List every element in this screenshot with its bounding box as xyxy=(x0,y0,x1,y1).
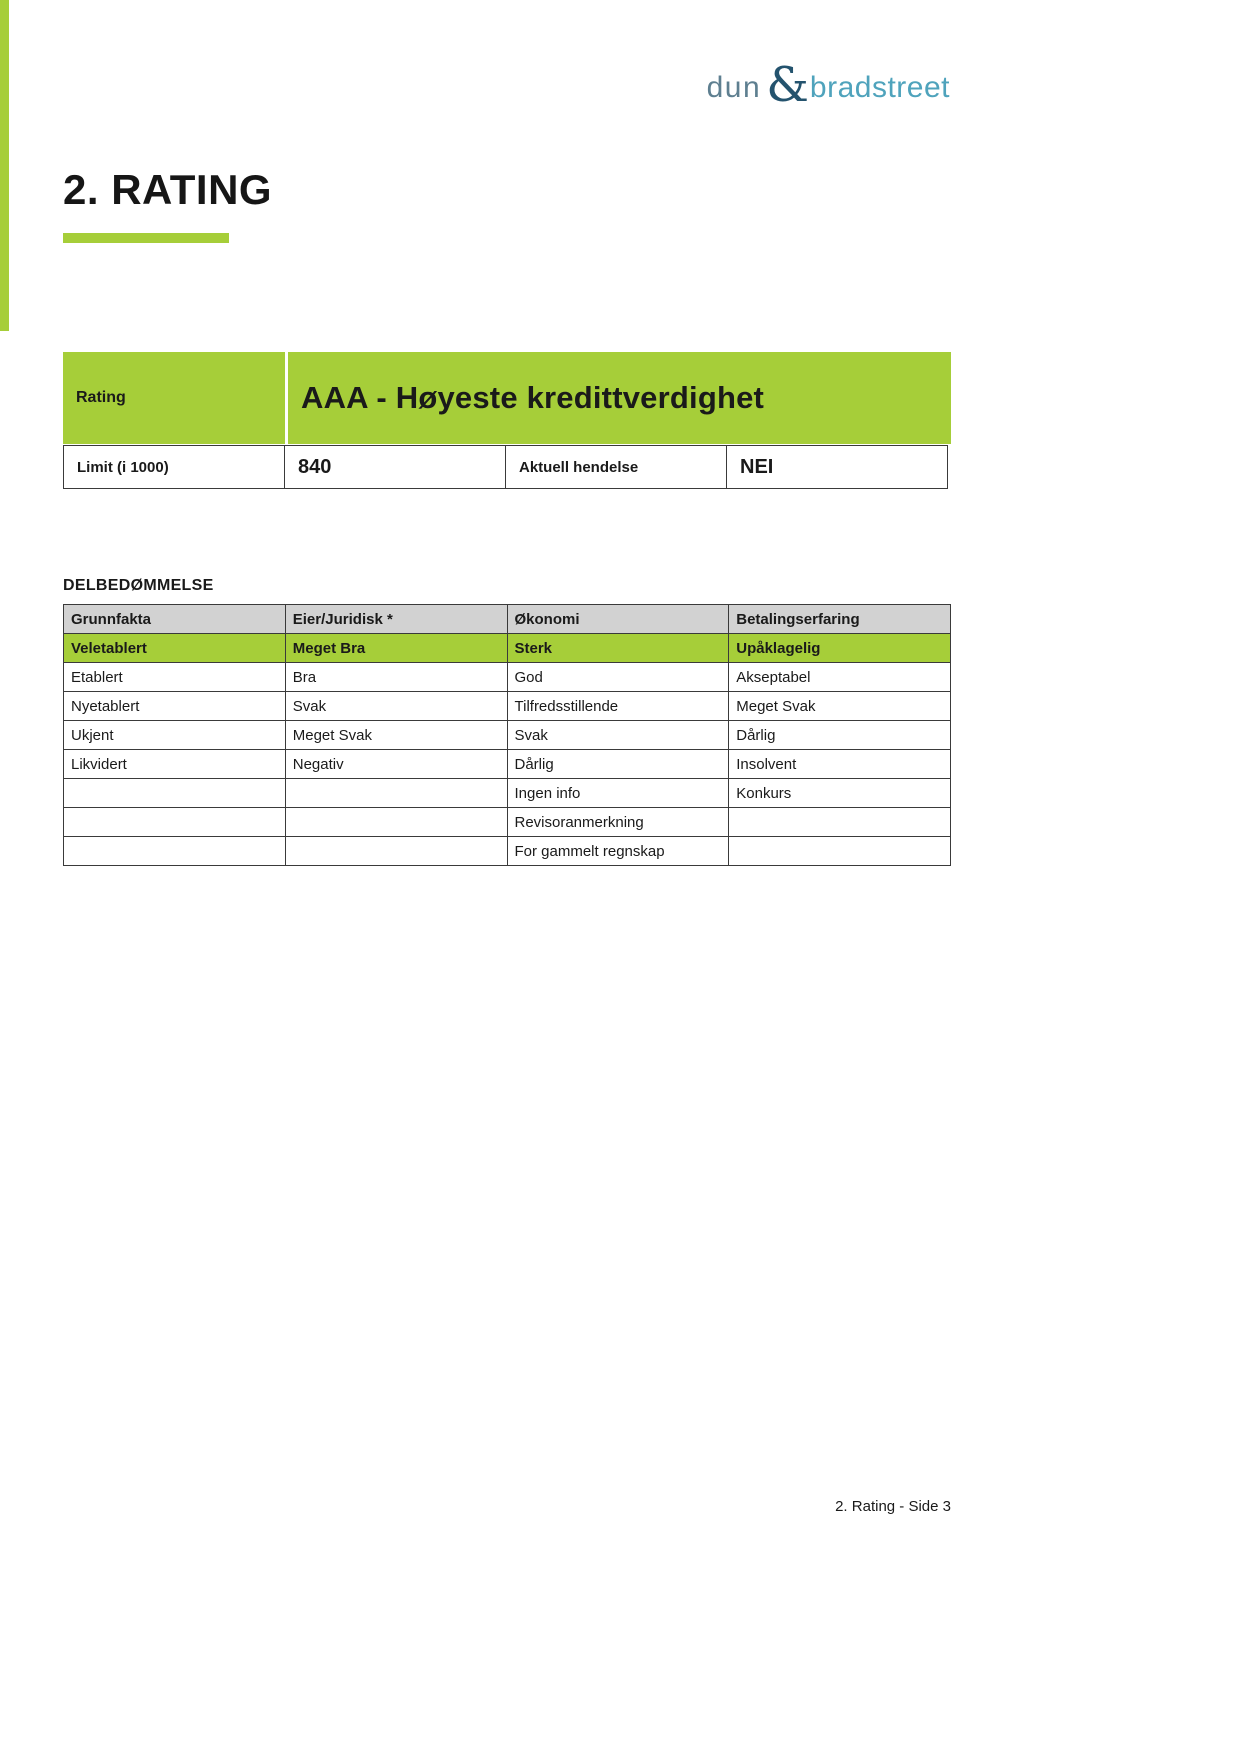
column-header-eier-juridisk: Eier/Juridisk * xyxy=(285,605,507,634)
table-cell: Dårlig xyxy=(507,750,729,779)
column-header-okonomi: Økonomi xyxy=(507,605,729,634)
page-title: 2. RATING xyxy=(63,166,273,213)
table-cell xyxy=(285,808,507,837)
section-title-delbedommelse: DELBEDØMMELSE xyxy=(63,577,214,594)
table-cell: Akseptabel xyxy=(729,663,951,692)
table-cell: Dårlig xyxy=(729,721,951,750)
table-cell: Tilfredsstillende xyxy=(507,692,729,721)
selected-cell-grunnfakta: Veletablert xyxy=(64,634,286,663)
rating-detail-row xyxy=(63,445,951,489)
event-label: Aktuell hendelse xyxy=(505,445,727,489)
table-cell: Ukjent xyxy=(64,721,286,750)
table-cell xyxy=(729,837,951,866)
table-cell: For gammelt regnskap xyxy=(507,837,729,866)
dun-bradstreet-logo xyxy=(706,57,950,113)
rating-header-row xyxy=(63,352,951,444)
table-head xyxy=(64,605,951,634)
table-cell xyxy=(285,779,507,808)
table-row xyxy=(64,779,951,808)
table-cell: Etablert xyxy=(64,663,286,692)
table-cell: Likvidert xyxy=(64,750,286,779)
selected-rating-row xyxy=(64,634,951,663)
event-value: NEI xyxy=(726,445,948,489)
table-row xyxy=(64,663,951,692)
limit-label: Limit (i 1000) xyxy=(63,445,285,489)
logo-ampersand-icon: & xyxy=(766,57,809,113)
table-cell xyxy=(729,808,951,837)
table-cell xyxy=(64,837,286,866)
table-cell: Meget Svak xyxy=(729,692,951,721)
table-cell: Negativ xyxy=(285,750,507,779)
column-header-grunnfakta: Grunnfakta xyxy=(64,605,286,634)
rating-summary-box xyxy=(63,352,951,489)
table-row xyxy=(64,837,951,866)
title-underline-bar xyxy=(63,233,229,243)
table-row xyxy=(64,808,951,837)
table-row xyxy=(64,750,951,779)
delbedommelse-table xyxy=(63,604,951,866)
table-cell: Svak xyxy=(507,721,729,750)
page-footer: 2. Rating - Side 3 xyxy=(835,1498,951,1515)
table-header-row xyxy=(64,605,951,634)
logo-text-bradstreet: bradstreet xyxy=(809,71,950,104)
rating-label: Rating xyxy=(63,352,285,444)
left-accent-stripe xyxy=(0,0,9,331)
selected-cell-eier-juridisk: Meget Bra xyxy=(285,634,507,663)
delbedommelse-body xyxy=(64,634,951,866)
table-cell: Revisoranmerkning xyxy=(507,808,729,837)
selected-cell-okonomi: Sterk xyxy=(507,634,729,663)
table-cell: Ingen info xyxy=(507,779,729,808)
table-cell xyxy=(64,808,286,837)
table-cell: Konkurs xyxy=(729,779,951,808)
table-row xyxy=(64,721,951,750)
table-cell: Insolvent xyxy=(729,750,951,779)
rating-value: AAA - Høyeste kredittverdighet xyxy=(288,352,951,444)
table-cell: Bra xyxy=(285,663,507,692)
table-cell: Nyetablert xyxy=(64,692,286,721)
table-cell: God xyxy=(507,663,729,692)
logo-text-dun: dun xyxy=(706,71,762,104)
selected-cell-betalingserfaring: Upåklagelig xyxy=(729,634,951,663)
table-cell: Svak xyxy=(285,692,507,721)
table-cell xyxy=(64,779,286,808)
table-cell: Meget Svak xyxy=(285,721,507,750)
table-row xyxy=(64,692,951,721)
limit-value: 840 xyxy=(284,445,506,489)
column-header-betalingserfaring: Betalingserfaring xyxy=(729,605,951,634)
table-cell xyxy=(285,837,507,866)
